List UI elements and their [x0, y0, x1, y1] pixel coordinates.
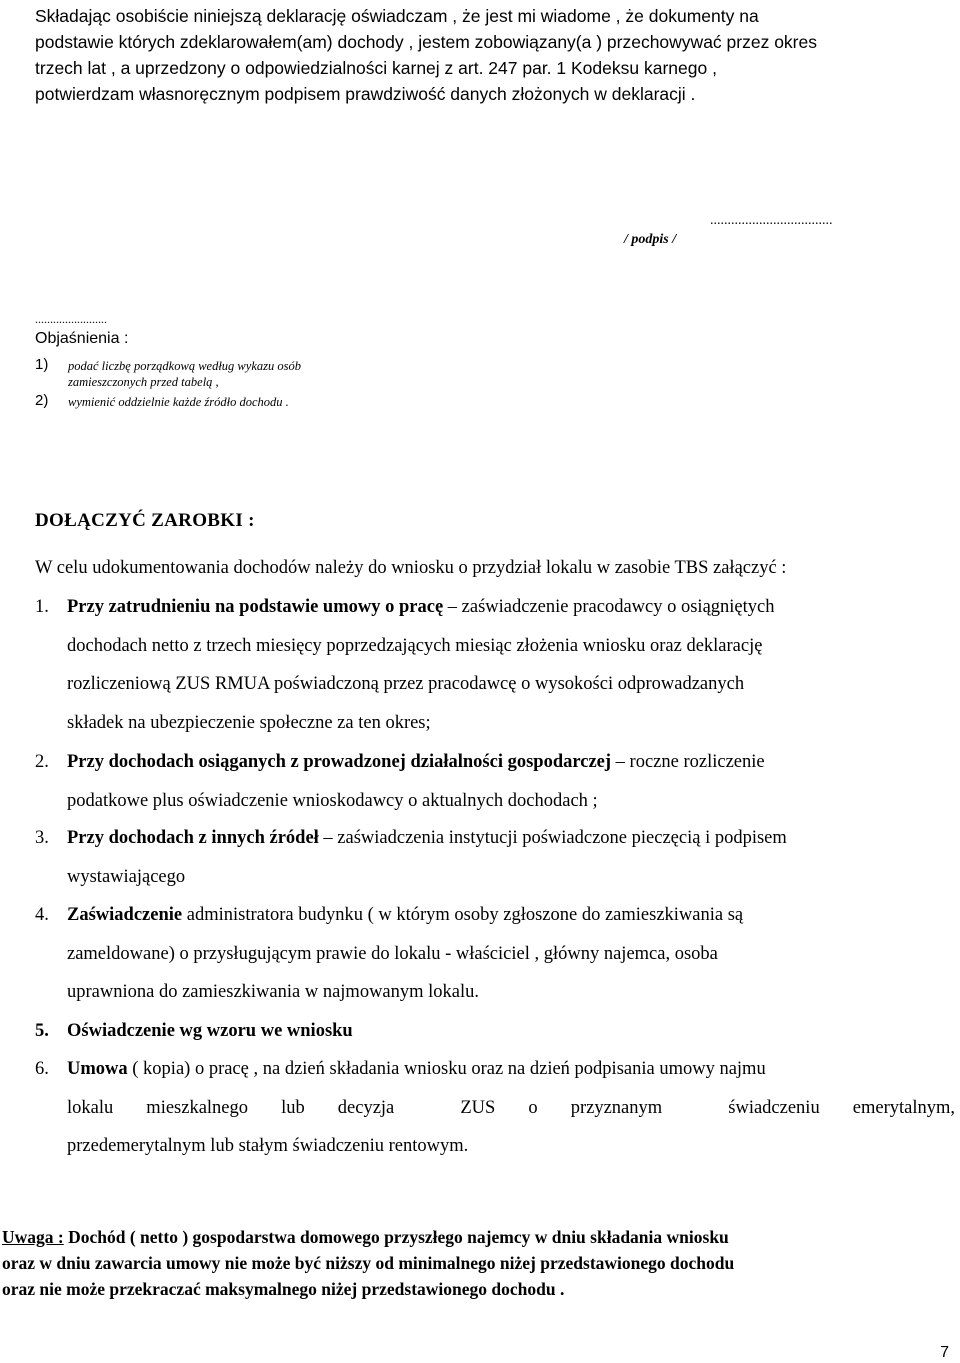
list-item: Umowa ( kopia) o pracę , na dzień składania wniosku oraz na dzień podpisania umowy najmu lokalu mieszkalnego lub decyzja ZUS o przyznanym świadczeniu emerytalnym, przedemerytalnym lub stałym świadczeniu rentowym.: [67, 1059, 955, 1156]
list-item-title: Zaświadczenie: [67, 905, 183, 925]
list-number: 4.: [35, 905, 49, 925]
list-item-title: Oświadczenie wg wzoru we wniosku: [67, 1021, 353, 1041]
list-item-title: Przy zatrudnieniu na podstawie umowy o pracę: [67, 597, 444, 617]
list-item-title: Umowa: [67, 1059, 128, 1079]
warning-label: Uwaga :: [2, 1227, 64, 1247]
explanation-number: 2): [35, 392, 49, 409]
list-number: 1.: [35, 597, 49, 617]
section-heading: DOŁĄCZYĆ ZAROBKI :: [35, 510, 255, 531]
list-item-title: Przy dochodach z innych źródeł: [67, 828, 319, 848]
page-number: 7: [940, 1344, 949, 1361]
declaration-paragraph: [35, 3, 950, 107]
list-number: 5.: [35, 1021, 49, 1041]
warning-note: Uwaga : Dochód ( netto ) gospodarstwa domowego przyszłego najemcy w dniu składania wniosku oraz w dniu zawarcia umowy nie może być niższy od minimalnego niżej przedstawionego dochodu oraz nie może przekraczać maksymalnego niżej przedstawionego dochodu .: [2, 1227, 735, 1299]
signature-label: / podpis /: [624, 232, 677, 247]
list-item: Zaświadczenie administratora budynku ( w którym osoby zgłoszone do zamieszkiwania są zameldowane) o przysługującym prawie do lokalu - właściciel , główny najemca, osoba uprawniona do zamieszkiwania w najmowanym lokalu.: [67, 905, 744, 1002]
list-item-title: Przy dochodach osiąganych z prowadzonej działalności gospodarczej: [67, 752, 612, 772]
explanation-text: podać liczbę porządkową według wykazu osób zamieszczonych przed tabelą ,: [68, 359, 301, 389]
declaration-line: potwierdzam własnoręcznym podpisem prawdziwość danych złożonych w deklaracji .: [35, 84, 696, 104]
list-number: 2.: [35, 752, 49, 772]
list-item: [67, 1012, 950, 1051]
signature-line: ...................................: [710, 213, 833, 228]
list-item: Przy dochodach z innych źródeł – zaświadczenia instytucji poświadczone pieczęcią i podpisem wystawiającego: [67, 828, 787, 887]
section-lead: W celu udokumentowania dochodów należy do wniosku o przydział lokalu w zasobie TBS załączyć :: [35, 558, 787, 578]
list-item: Przy dochodach osiąganych z prowadzonej działalności gospodarczej – roczne rozliczenie podatkowe plus oświadczenie wnioskodawcy o aktualnych dochodach ;: [67, 752, 765, 811]
declaration-line: podstawie których zdeklarowałem(am) dochody , jestem zobowiązany(a ) przechowywać przez okres: [35, 32, 817, 52]
list-number: 3.: [35, 828, 49, 848]
explanation-number: 1): [35, 356, 49, 373]
explanations-title: Objaśnienia :: [35, 330, 129, 347]
list-item: Przy zatrudnieniu na podstawie umowy o pracę – zaświadczenie pracodawcy o osiągniętych dochodach netto z trzech miesięcy poprzedzających miesiąc złożenia wniosku oraz deklarację rozliczeniową ZUS RMUA poświadczoną przez pracodawcę o wysokości odprowadzanych składek na ubezpieczenie społeczne za ten okres;: [67, 597, 775, 733]
footnote-separator: ........................: [35, 312, 107, 326]
list-number: 6.: [35, 1059, 49, 1079]
declaration-line: Składając osobiście niniejszą deklarację oświadczam , że jest mi wiadome , że dokumenty na: [35, 6, 759, 26]
explanation-text: wymienić oddzielnie każde źródło dochodu .: [68, 395, 289, 409]
declaration-line: trzech lat , a uprzedzony o odpowiedzialności karnej z art. 247 par. 1 Kodeksu karnego ,: [35, 58, 717, 78]
